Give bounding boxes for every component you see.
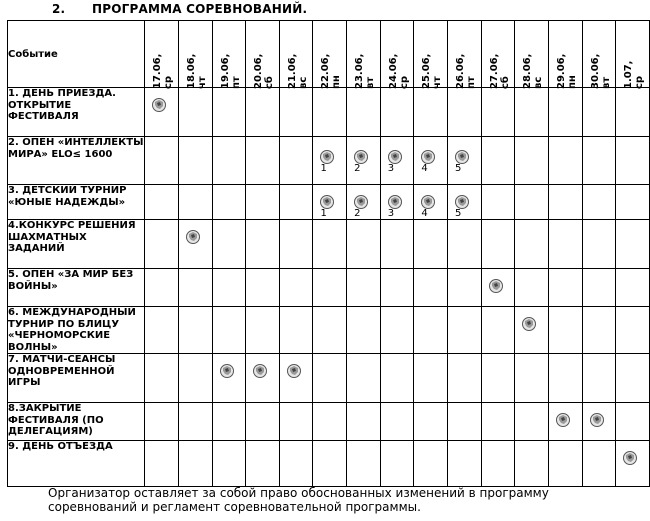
round-number: 1 (320, 208, 327, 219)
schedule-cell (481, 403, 515, 441)
weekday-value: чт (432, 76, 444, 89)
date-value: 19.06, (219, 53, 231, 89)
weekday-value: вт (365, 76, 377, 89)
schedule-cell (582, 307, 616, 354)
schedule-cell (313, 185, 347, 220)
schedule-cell (582, 441, 616, 487)
date-value: 24.06, (387, 53, 399, 89)
schedule-cell (145, 441, 179, 487)
date-label (250, 29, 278, 89)
schedule-cell (178, 88, 212, 137)
schedule-cell (246, 220, 280, 269)
table-row (8, 269, 650, 307)
event-column-header: Событие (8, 21, 145, 88)
schedule-cell (380, 220, 414, 269)
weekday-value: сб (499, 76, 511, 89)
date-column-header (582, 21, 616, 88)
date-column-header (313, 21, 347, 88)
schedule-cell (582, 88, 616, 137)
date-label (217, 29, 245, 89)
table-row (8, 403, 650, 441)
schedule-cell (246, 185, 280, 220)
weekday-value: вт (600, 76, 612, 89)
schedule-cell (313, 137, 347, 185)
schedule-cell (414, 403, 448, 441)
date-label (385, 29, 413, 89)
schedule-cell (515, 220, 549, 269)
weekday-value: пн (331, 75, 343, 89)
schedule-cell (582, 137, 616, 185)
schedule-cell (548, 441, 582, 487)
schedule-cell (347, 354, 381, 403)
schedule-cell (145, 88, 179, 137)
schedule-cell (212, 88, 246, 137)
schedule-cell (347, 403, 381, 441)
schedule-cell (448, 137, 482, 185)
weekday-value: пт (230, 76, 242, 89)
event-name-cell: 5. ОПЕН «ЗА МИР БЕЗ ВОЙНЫ» (8, 269, 145, 307)
schedule-cell (178, 137, 212, 185)
schedule-cell (279, 441, 313, 487)
schedule-cell (414, 137, 448, 185)
schedule-cell (616, 88, 650, 137)
schedule-cell (212, 307, 246, 354)
footer-note: Организатор оставляет за собой право обоснованных изменений в программу соревнований и регламент соревновательной программы. (48, 486, 549, 514)
date-label (519, 29, 547, 89)
date-column-header (414, 21, 448, 88)
section-title: ПРОГРАММА СОРЕВНОВАНИЙ. (92, 2, 308, 16)
schedule-cell (616, 307, 650, 354)
schedule-cell (548, 185, 582, 220)
schedule-cell (481, 441, 515, 487)
schedule-cell (448, 307, 482, 354)
date-column-header (178, 21, 212, 88)
schedule-cell (448, 185, 482, 220)
date-value: 27.06, (488, 53, 500, 89)
schedule-cell (178, 307, 212, 354)
date-value: 17.06, (152, 53, 164, 89)
schedule-cell (380, 269, 414, 307)
chess-ball-icon (151, 97, 167, 113)
schedule-cell (481, 354, 515, 403)
schedule-cell (548, 220, 582, 269)
date-value: 1.07, (623, 60, 635, 89)
schedule-cell (380, 354, 414, 403)
schedule-cell (347, 88, 381, 137)
chess-ball-icon (488, 278, 504, 294)
schedule-cell (380, 441, 414, 487)
schedule-cell (515, 185, 549, 220)
schedule-cell (279, 307, 313, 354)
schedule-cell (448, 403, 482, 441)
date-value: 26.06, (455, 53, 467, 89)
weekday-value: пт (466, 76, 478, 89)
event-name-cell: 2. ОПЕН «ИНТЕЛЛЕКТЫ МИРА» ELO≤ 1600 (8, 137, 145, 185)
schedule-cell (246, 441, 280, 487)
schedule-cell (279, 88, 313, 137)
event-name-cell: 4.КОНКУРС РЕШЕНИЯ ШАХМАТНЫХ ЗАДАНИЙ (8, 220, 145, 269)
chess-ball-icon (219, 363, 235, 379)
schedule-cell (313, 307, 347, 354)
table-row (8, 88, 650, 137)
round-number: 2 (354, 163, 361, 174)
table-row (8, 307, 650, 354)
schedule-cell (145, 354, 179, 403)
schedule-cell (380, 137, 414, 185)
schedule-cell (548, 137, 582, 185)
schedule-cell (279, 220, 313, 269)
date-value: 29.06, (555, 53, 567, 89)
schedule-cell (548, 269, 582, 307)
date-column-header (515, 21, 549, 88)
schedule-cell (212, 269, 246, 307)
schedule-cell (616, 403, 650, 441)
schedule-cell (178, 220, 212, 269)
schedule-cell (313, 354, 347, 403)
schedule-cell (414, 354, 448, 403)
schedule-cell (616, 185, 650, 220)
schedule-cell (246, 269, 280, 307)
section-heading (52, 2, 307, 16)
round-number: 5 (455, 208, 462, 219)
schedule-cell (145, 403, 179, 441)
table-row (8, 137, 650, 185)
date-value: 22.06, (320, 53, 332, 89)
schedule-cell (448, 269, 482, 307)
schedule-cell (347, 185, 381, 220)
event-name-cell: 6. МЕЖДУНАРОДНЫЙ ТУРНИР ПО БЛИЦУ «ЧЕРНОМОРСКИЕ ВОЛНЫ» (8, 307, 145, 354)
schedule-cell (380, 403, 414, 441)
schedule-cell (347, 220, 381, 269)
date-column-header (145, 21, 179, 88)
date-label (284, 29, 312, 89)
schedule-cell (178, 441, 212, 487)
schedule-cell (246, 88, 280, 137)
schedule-cell (347, 269, 381, 307)
date-label (486, 29, 514, 89)
date-value: 25.06, (421, 53, 433, 89)
schedule-cell (582, 269, 616, 307)
chess-ball-icon (555, 412, 571, 428)
schedule-cell (380, 88, 414, 137)
schedule-cell (279, 137, 313, 185)
schedule-cell (313, 441, 347, 487)
schedule-cell (212, 185, 246, 220)
event-name-cell: 9. ДЕНЬ ОТЪЕЗДА (8, 441, 145, 487)
schedule-cell (246, 137, 280, 185)
schedule-cell (616, 354, 650, 403)
round-number: 1 (320, 163, 327, 174)
round-number: 3 (387, 208, 395, 219)
chess-ball-icon (521, 316, 537, 332)
date-column-header (448, 21, 482, 88)
schedule-cell (279, 269, 313, 307)
schedule-cell (548, 88, 582, 137)
schedule-cell (481, 88, 515, 137)
schedule-table (7, 20, 650, 487)
date-label (452, 29, 480, 89)
table-row (8, 354, 650, 403)
schedule-cell (212, 220, 246, 269)
schedule-cell (178, 354, 212, 403)
schedule-cell (548, 403, 582, 441)
table-row (8, 220, 650, 269)
schedule-cell (347, 137, 381, 185)
schedule-cell (246, 403, 280, 441)
date-column-header (380, 21, 414, 88)
date-label (317, 29, 345, 89)
schedule-cell (448, 220, 482, 269)
schedule-cell (279, 185, 313, 220)
schedule-cell (178, 269, 212, 307)
schedule-cell (515, 441, 549, 487)
date-label (149, 29, 177, 89)
date-column-header (616, 21, 650, 88)
date-label (418, 29, 446, 89)
schedule-cell (178, 403, 212, 441)
schedule-cell (481, 137, 515, 185)
weekday-value: вс (297, 76, 309, 89)
weekday-value: сб (264, 76, 276, 89)
chess-ball-icon (185, 229, 201, 245)
schedule-cell (414, 220, 448, 269)
schedule-cell (380, 307, 414, 354)
schedule-cell (313, 403, 347, 441)
schedule-cell (145, 307, 179, 354)
date-label (620, 29, 648, 89)
weekday-value: пн (566, 75, 578, 89)
round-number: 2 (354, 208, 361, 219)
date-column-header (481, 21, 515, 88)
schedule-cell (212, 354, 246, 403)
schedule-cell (347, 307, 381, 354)
schedule-cell (414, 269, 448, 307)
chess-ball-icon (286, 363, 302, 379)
date-column-header (279, 21, 313, 88)
date-column-header (212, 21, 246, 88)
schedule-cell (313, 269, 347, 307)
round-number: 3 (387, 163, 395, 174)
schedule-cell (246, 354, 280, 403)
schedule-cell (616, 269, 650, 307)
event-name-cell: 3. ДЕТСКИЙ ТУРНИР «ЮНЫЕ НАДЕЖДЫ» (8, 185, 145, 220)
schedule-cell (212, 137, 246, 185)
date-label (351, 29, 379, 89)
schedule-cell (246, 307, 280, 354)
schedule-cell (515, 403, 549, 441)
round-number: 4 (421, 208, 428, 219)
schedule-cell (212, 403, 246, 441)
schedule-cell (515, 88, 549, 137)
schedule-cell (548, 307, 582, 354)
schedule-cell (481, 220, 515, 269)
date-value: 20.06, (253, 53, 265, 89)
date-column-header (347, 21, 381, 88)
schedule-cell (145, 137, 179, 185)
schedule-cell (347, 441, 381, 487)
schedule-cell (279, 403, 313, 441)
event-name-cell: 7. МАТЧИ-СЕАНСЫ ОДНОВРЕМЕННОЙ ИГРЫ (8, 354, 145, 403)
schedule-cell (582, 403, 616, 441)
schedule-cell (582, 220, 616, 269)
weekday-value: ср (398, 75, 410, 89)
schedule-cell (481, 307, 515, 354)
chess-ball-icon (252, 363, 268, 379)
round-number: 5 (455, 163, 462, 174)
schedule-cell (582, 185, 616, 220)
section-number: 2. (52, 2, 66, 16)
schedule-cell (414, 441, 448, 487)
date-column-header (548, 21, 582, 88)
date-value: 21.06, (286, 53, 298, 89)
schedule-cell (145, 269, 179, 307)
schedule-cell (414, 88, 448, 137)
schedule-cell (448, 354, 482, 403)
date-label (553, 29, 581, 89)
chess-ball-icon (589, 412, 605, 428)
schedule-cell (414, 185, 448, 220)
schedule-cell (515, 354, 549, 403)
date-value: 23.06, (354, 53, 366, 89)
table-row (8, 441, 650, 487)
date-label (587, 29, 615, 89)
schedule-cell (145, 185, 179, 220)
weekday-value: чт (196, 76, 208, 89)
schedule-cell (481, 185, 515, 220)
schedule-cell (616, 137, 650, 185)
chess-ball-icon (622, 450, 638, 466)
schedule-cell (380, 185, 414, 220)
date-value: 30.06, (589, 53, 601, 89)
schedule-cell (178, 185, 212, 220)
schedule-cell (582, 354, 616, 403)
schedule-cell (145, 220, 179, 269)
schedule-cell (212, 441, 246, 487)
event-name-cell: 8.ЗАКРЫТИЕ ФЕСТИВАЛЯ (ПО ДЕЛЕГАЦИЯМ) (8, 403, 145, 441)
schedule-cell (616, 220, 650, 269)
schedule-cell (279, 354, 313, 403)
table-header-row (8, 21, 650, 88)
date-value: 28.06, (522, 53, 534, 89)
date-label (183, 29, 211, 89)
date-value: 18.06, (185, 53, 197, 89)
schedule-cell (515, 137, 549, 185)
weekday-value: ср (634, 75, 646, 89)
event-name-cell: 1. ДЕНЬ ПРИЕЗДА. ОТКРЫТИЕ ФЕСТИВАЛЯ (8, 88, 145, 137)
table-row (8, 185, 650, 220)
round-number: 4 (421, 163, 428, 174)
schedule-cell (414, 307, 448, 354)
schedule-cell (616, 441, 650, 487)
schedule-cell (515, 307, 549, 354)
schedule-cell (548, 354, 582, 403)
weekday-value: ср (163, 75, 175, 89)
schedule-cell (448, 88, 482, 137)
schedule-cell (448, 441, 482, 487)
weekday-value: вс (533, 76, 545, 89)
date-column-header (246, 21, 280, 88)
schedule-cell (481, 269, 515, 307)
schedule-cell (515, 269, 549, 307)
schedule-cell (313, 220, 347, 269)
schedule-cell (313, 88, 347, 137)
